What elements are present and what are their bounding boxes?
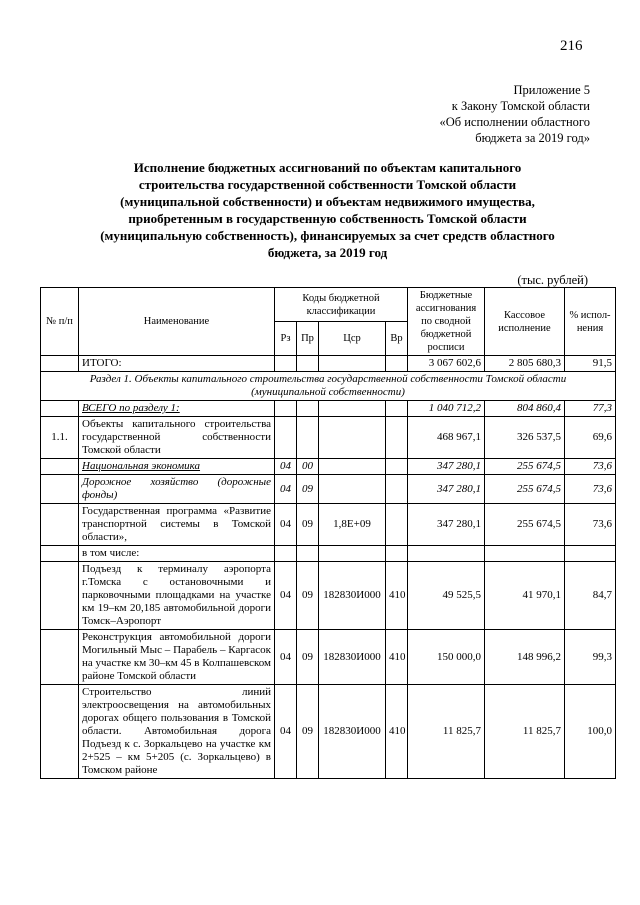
- header-rz: Рз: [275, 322, 297, 356]
- row-name: Объекты капитального строительства государственной собственности Томской области: [79, 417, 275, 459]
- row-name: Национальная экономика: [79, 459, 275, 475]
- section-total-cash: 804 860,4: [485, 401, 565, 417]
- row-vr: [386, 417, 408, 459]
- total-cash: 2 805 680,3: [485, 356, 565, 372]
- row-csr: 182830И000: [319, 562, 386, 630]
- row-pct: 69,6: [565, 417, 616, 459]
- table-row: [41, 417, 616, 459]
- row-num: [41, 562, 79, 630]
- section-total-pct: 77,3: [565, 401, 616, 417]
- row-csr: [319, 417, 386, 459]
- row-cash: 255 674,5: [485, 459, 565, 475]
- row-num: [41, 685, 79, 779]
- row-assign: 11 825,7: [408, 685, 485, 779]
- title-line: Исполнение бюджетных ассигнований по объектам капитального: [133, 160, 522, 175]
- row-assign: 468 967,1: [408, 417, 485, 459]
- annex-line: бюджета за 2019 год»: [475, 131, 590, 145]
- header-pr: Пр: [297, 322, 319, 356]
- section-title-row: [41, 372, 616, 401]
- row-rz: 04: [275, 475, 297, 504]
- table-row: [41, 459, 616, 475]
- row-cash: 255 674,5: [485, 504, 565, 546]
- row-name: в том числе:: [79, 546, 275, 562]
- page-number: 216: [560, 38, 583, 54]
- row-csr: 182830И000: [319, 685, 386, 779]
- row-name: Подъезд к терминалу аэропорта г.Томска с остановочными и парковочными площадками на участке км 19–км 20,185 автомобильной дороги Томск–Аэропорт: [79, 562, 275, 630]
- row-pct: 73,6: [565, 459, 616, 475]
- row-cash: 148 996,2: [485, 630, 565, 685]
- header-codes: Коды бюджетной классификации: [275, 288, 408, 322]
- row-num: [41, 504, 79, 546]
- header-vr: Вр: [386, 322, 408, 356]
- document-title: [70, 159, 585, 261]
- total-assign: 3 067 602,6: [408, 356, 485, 372]
- row-pct: 99,3: [565, 630, 616, 685]
- unit-label: (тыс. рублей): [517, 273, 588, 287]
- section-title: Раздел 1. Объекты капитального строительства государственной собственности Томской области: [89, 373, 567, 385]
- row-pr: 09: [297, 475, 319, 504]
- row-pct: 73,6: [565, 504, 616, 546]
- row-pct: [565, 546, 616, 562]
- section-title: (муниципальной собственности): [251, 386, 405, 398]
- row-cash: 41 970,1: [485, 562, 565, 630]
- row-assign: 150 000,0: [408, 630, 485, 685]
- section-total-label: ВСЕГО по разделу 1:: [79, 401, 275, 417]
- row-rz: 04: [275, 459, 297, 475]
- title-line: строительства государственной собственности Томской области: [138, 177, 517, 192]
- annex-line: к Закону Томской области: [451, 99, 590, 113]
- budget-table: [40, 287, 616, 779]
- row-cash: [485, 546, 565, 562]
- header-csr: Цср: [319, 322, 386, 356]
- header-num: № п/п: [41, 288, 79, 356]
- section-total-assign: 1 040 712,2: [408, 401, 485, 417]
- row-pct: 100,0: [565, 685, 616, 779]
- row-pr: 09: [297, 630, 319, 685]
- total-pct: 91,5: [565, 356, 616, 372]
- row-assign: 347 280,1: [408, 475, 485, 504]
- row-rz: 04: [275, 685, 297, 779]
- annex-line: Приложение 5: [513, 83, 590, 97]
- row-cash: 255 674,5: [485, 475, 565, 504]
- title-line: (муниципальную собственность), финансируемых за счет средств областного: [100, 228, 555, 243]
- row-csr: [319, 475, 386, 504]
- annex-line: «Об исполнении областного: [439, 115, 590, 129]
- header-cash: Кассовое исполнение: [485, 288, 565, 356]
- row-cash: 326 537,5: [485, 417, 565, 459]
- row-vr: [386, 546, 408, 562]
- row-vr: [386, 504, 408, 546]
- header-name: Наименование: [79, 288, 275, 356]
- row-num: 1.1.: [41, 417, 79, 459]
- row-name: Дорожное хозяйство (дорожные фонды): [79, 475, 275, 504]
- row-pr: 09: [297, 685, 319, 779]
- table-row: [41, 546, 616, 562]
- section-total-row: [41, 401, 616, 417]
- row-pr: [297, 417, 319, 459]
- row-csr: 1,8E+09: [319, 504, 386, 546]
- row-assign: 347 280,1: [408, 504, 485, 546]
- row-rz: 04: [275, 630, 297, 685]
- row-csr: [319, 546, 386, 562]
- table-row: [41, 630, 616, 685]
- table-row: [41, 685, 616, 779]
- header-row: [41, 288, 616, 322]
- row-num: [41, 630, 79, 685]
- row-assign: 347 280,1: [408, 459, 485, 475]
- row-rz: [275, 546, 297, 562]
- row-pr: 00: [297, 459, 319, 475]
- table-row: [41, 504, 616, 546]
- row-num: [41, 546, 79, 562]
- total-label: ИТОГО:: [79, 356, 275, 372]
- row-num: [41, 459, 79, 475]
- table-row: [41, 475, 616, 504]
- title-line: приобретенным в государственную собственность Томской области: [128, 211, 527, 226]
- row-pr: 09: [297, 504, 319, 546]
- annex-caption: [439, 82, 590, 146]
- row-vr: [386, 459, 408, 475]
- row-pct: 73,6: [565, 475, 616, 504]
- row-name: Строительство линий электроосвещения на автомобильных дорогах общего пользования в Томской области. Автомобильная дорога Подъезд к с. Зоркальцево на участке км 2+525 – км 5+205 (с. Зоркальцево) в Томском районе: [79, 685, 275, 779]
- row-vr: 410: [386, 562, 408, 630]
- row-assign: 49 525,5: [408, 562, 485, 630]
- row-pr: [297, 546, 319, 562]
- row-rz: 04: [275, 562, 297, 630]
- row-csr: [319, 459, 386, 475]
- header-assign: Бюджетные ассигнования по сводной бюджетной росписи: [408, 288, 485, 356]
- row-rz: 04: [275, 504, 297, 546]
- row-vr: [386, 475, 408, 504]
- table-row: [41, 562, 616, 630]
- row-csr: 182830И000: [319, 630, 386, 685]
- row-pct: 84,7: [565, 562, 616, 630]
- row-name: Государственная программа «Развитие транспортной системы в Томской области»,: [79, 504, 275, 546]
- row-cash: 11 825,7: [485, 685, 565, 779]
- row-num: [41, 475, 79, 504]
- row-assign: [408, 546, 485, 562]
- title-line: бюджета, за 2019 год: [267, 245, 388, 260]
- total-row: [41, 356, 616, 372]
- row-pr: 09: [297, 562, 319, 630]
- row-rz: [275, 417, 297, 459]
- row-vr: 410: [386, 630, 408, 685]
- row-vr: 410: [386, 685, 408, 779]
- header-pct: % испол-нения: [565, 288, 616, 356]
- title-line: (муниципальной собственности) и объектам недвижимого имущества,: [120, 194, 535, 209]
- row-name: Реконструкция автомобильной дороги Могильный Мыс – Парабель – Каргасок на участке км 30–км 45 в Колпашевском районе Томской области: [79, 630, 275, 685]
